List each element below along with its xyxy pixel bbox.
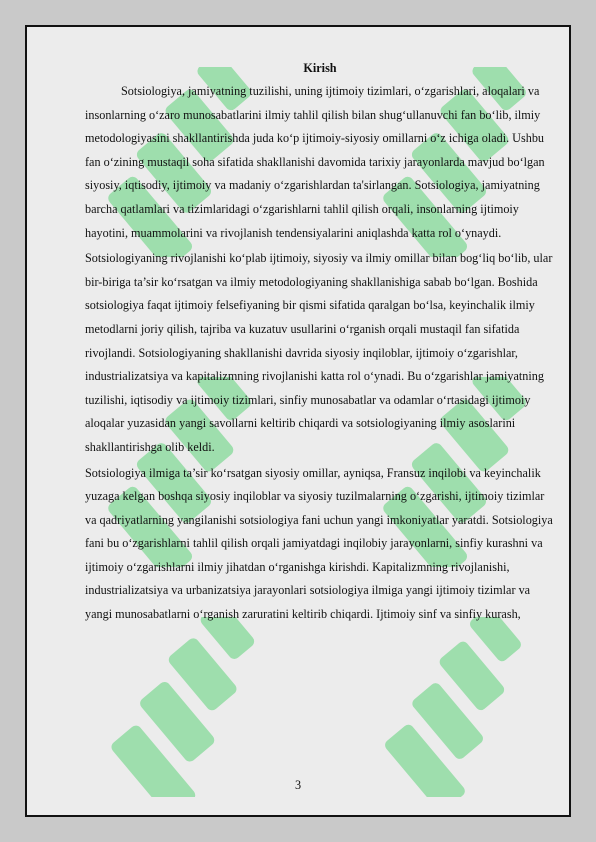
watermark-logo-icon	[82, 617, 292, 797]
paragraph-political-factors: Sotsiologiya ilmiga ta’sir ko‘rsatgan siyosiy omillar, ayniqsa, Fransuz inqilobi va keyinchalik yuzaga kelgan boshqa siyosiy inqiloblar va siyosiy tuzilmalarning o‘zgarishi, ijtimoiy tizimlar va qadriyatlarning yangilanishi sotsiologiya fani uchun yangi imkoniyatlar yaratdi. Sotsiologiya fani bu o‘zgarishlarni tahlil qilish orqali jamiyatdagi inqilobiy jarayonlarni, sinfiy kurashni va ijtimoiy o‘zgarishlarni ilmiy jihatdan o‘rganishga kirishdi. Kapitalizmning rivojlanishi, industrializatsiya va urbanizatsiya jarayonlari sotsiologiya ilmiga yangi ijtimoiy tizimlar va yangi munosabatlarni o‘rganish zaruratini keltirib chiqardi. Ijtimoiy sinf va sinfiy kurash,	[85, 465, 553, 622]
paragraph-intro: Sotsiologiya, jamiyatning tuzilishi, uning ijtimoiy tizimlari, o‘zgarishlari, aloqalari va insonlarning o‘zaro munosabatlarini ilmiy tahlil qilish bilan shug‘ullanuvchi fan bo‘lib, ilmiy metodologiyasini shakllantirishda juda ko‘p ijtimoiy-siyosiy omillarni o‘z ichiga oladi. Ushbu fan o‘zining mustaqil soha sifatida shakllanishi davomida tarixiy jarayonlarda mavjud bo‘lgan siyosiy, iqtisodiy, ijtimoiy va madaniy o‘zgarishlardan ta'sirlangan. Sotsiologiya, jamiyatning barcha qatlamlari va tizimlaridagi o‘zgarishlarni tahlil qilish orqali, insonlarning ijtimoiy hayotini, muammolarini va rivojlanish tendensiyalarini aniqlashda katta rol o‘ynaydi.	[85, 84, 545, 240]
page-number: 3	[294, 778, 302, 792]
paragraph-development: Sotsiologiyaning rivojlanishi ko‘plab ijtimoiy, siyosiy va ilmiy omillar bilan bog‘liq bo‘lib, ular bir-biriga ta’sir ko‘rsatgan va ilmiy metodologiyaning shakllanishiga sabab bo‘lgan. Boshida sotsiologiya faqat ijtimoiy felsefiyaning bir qismi sifatida qaralgan bo‘lsa, keyinchalik ilmiy metodlarni joriy qilish, tajriba va kuzatuv usullarini o‘rganish orqali mustaqil fan sifatida rivojlandi. Sotsiologiyaning shakllanishi davrida siyosiy inqiloblar, ijtimoiy o‘zgarishlar, industrializatsiya va kapitalizmning rivojlanishi katta rol o‘ynadi. Bu o‘zgarishlar jamiyatning tuzilishi, iqtisodiy va ijtimoiy tizimlari, sinfiy munosabatlar va odamlar o‘rtasidagi ijtimoiy aloqalar yuzasidan yangi savollarni keltirib chiqardi va sotsiologiyaning ilmiy asoslarini shakllantirishga olib keldi.	[85, 251, 553, 454]
document-body	[85, 57, 555, 629]
watermark-logo-icon	[357, 617, 557, 797]
document-page	[25, 25, 571, 817]
document-title: Kirish	[303, 61, 337, 75]
